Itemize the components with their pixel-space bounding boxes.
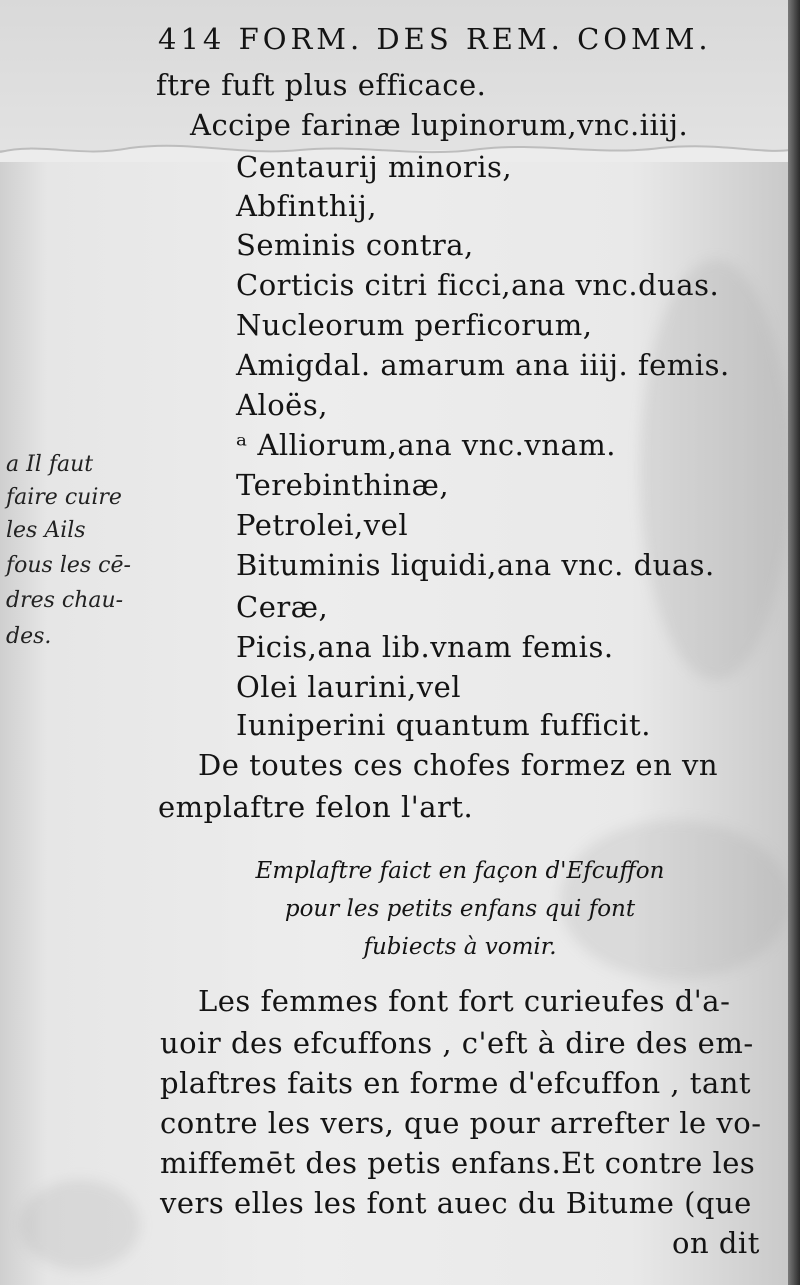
ingredient-line: Aloës, [236,388,328,422]
ingredient-line: Picis,ana lib.vnam femis. [236,630,614,664]
paragraph-line: miffemēt des petis enfans.Et contre les [160,1146,756,1180]
paragraph-line: Les femmes font fort curieufes d'a- [198,984,731,1018]
stain [20,1180,140,1270]
ingredient-line: Centaurij minoris, [236,150,513,184]
section-title-line: pour les petits enfans qui font [284,896,636,922]
running-header: 414 FORM. DES REM. COMM. [158,22,712,56]
catchword: on dit [672,1226,760,1260]
ingredient-line: Terebinthinæ, [236,468,450,502]
ingredient-line: Corticis citri ficci,ana vnc.duas. [236,268,720,302]
section-title-line: fubiects à vomir. [363,934,557,960]
ingredient-line: Amigdal. amarum ana iiij. femis. [236,348,730,382]
ingredient-line: Olei laurini,vel [236,670,462,704]
ingredient-line: Nucleorum perficorum, [236,308,593,342]
text-line: Accipe farinæ lupinorum,vnc.iiij. [190,108,689,142]
ingredient-line: Iuniperini quantum fufficit. [236,708,651,742]
paragraph-line: vers elles les font auec du Bitume (que [160,1186,752,1220]
paragraph-line: plaftres faits en forme d'efcuffon , tant [160,1066,752,1100]
ingredient-line: Abfinthij, [236,189,378,223]
paragraph-line: contre les vers, que pour arrefter le vo- [160,1106,762,1140]
margin-note-line: a Il faut [6,452,94,477]
ingredient-line: Bituminis liquidi,ana vnc. duas. [236,548,715,582]
ingredient-line: ᵃ Alliorum,ana vnc.vnam. [236,428,616,462]
margin-note-line: dres chau- [6,588,124,613]
paragraph-line: uoir des efcuffons , c'eft à dire des em- [160,1026,754,1060]
margin-note-line: faire cuire [6,485,122,510]
text-line: De toutes ces chofes formez en vn [198,748,719,782]
margin-note-line: des. [6,624,52,649]
margin-note-line: fous les cē- [6,553,131,578]
ingredient-line: Petrolei,vel [236,508,409,542]
text-line: emplaftre felon l'art. [158,790,474,824]
margin-note-line: les Ails [6,518,86,543]
ingredient-line: Seminis contra, [236,228,474,262]
stain [640,260,790,680]
section-title-line: Emplaftre faict en façon d'Efcuffon [255,858,665,884]
page-edge-shadow [788,0,800,1285]
text-line: ftre fuft plus efficace. [156,68,487,102]
ingredient-line: Ceræ, [236,590,329,624]
